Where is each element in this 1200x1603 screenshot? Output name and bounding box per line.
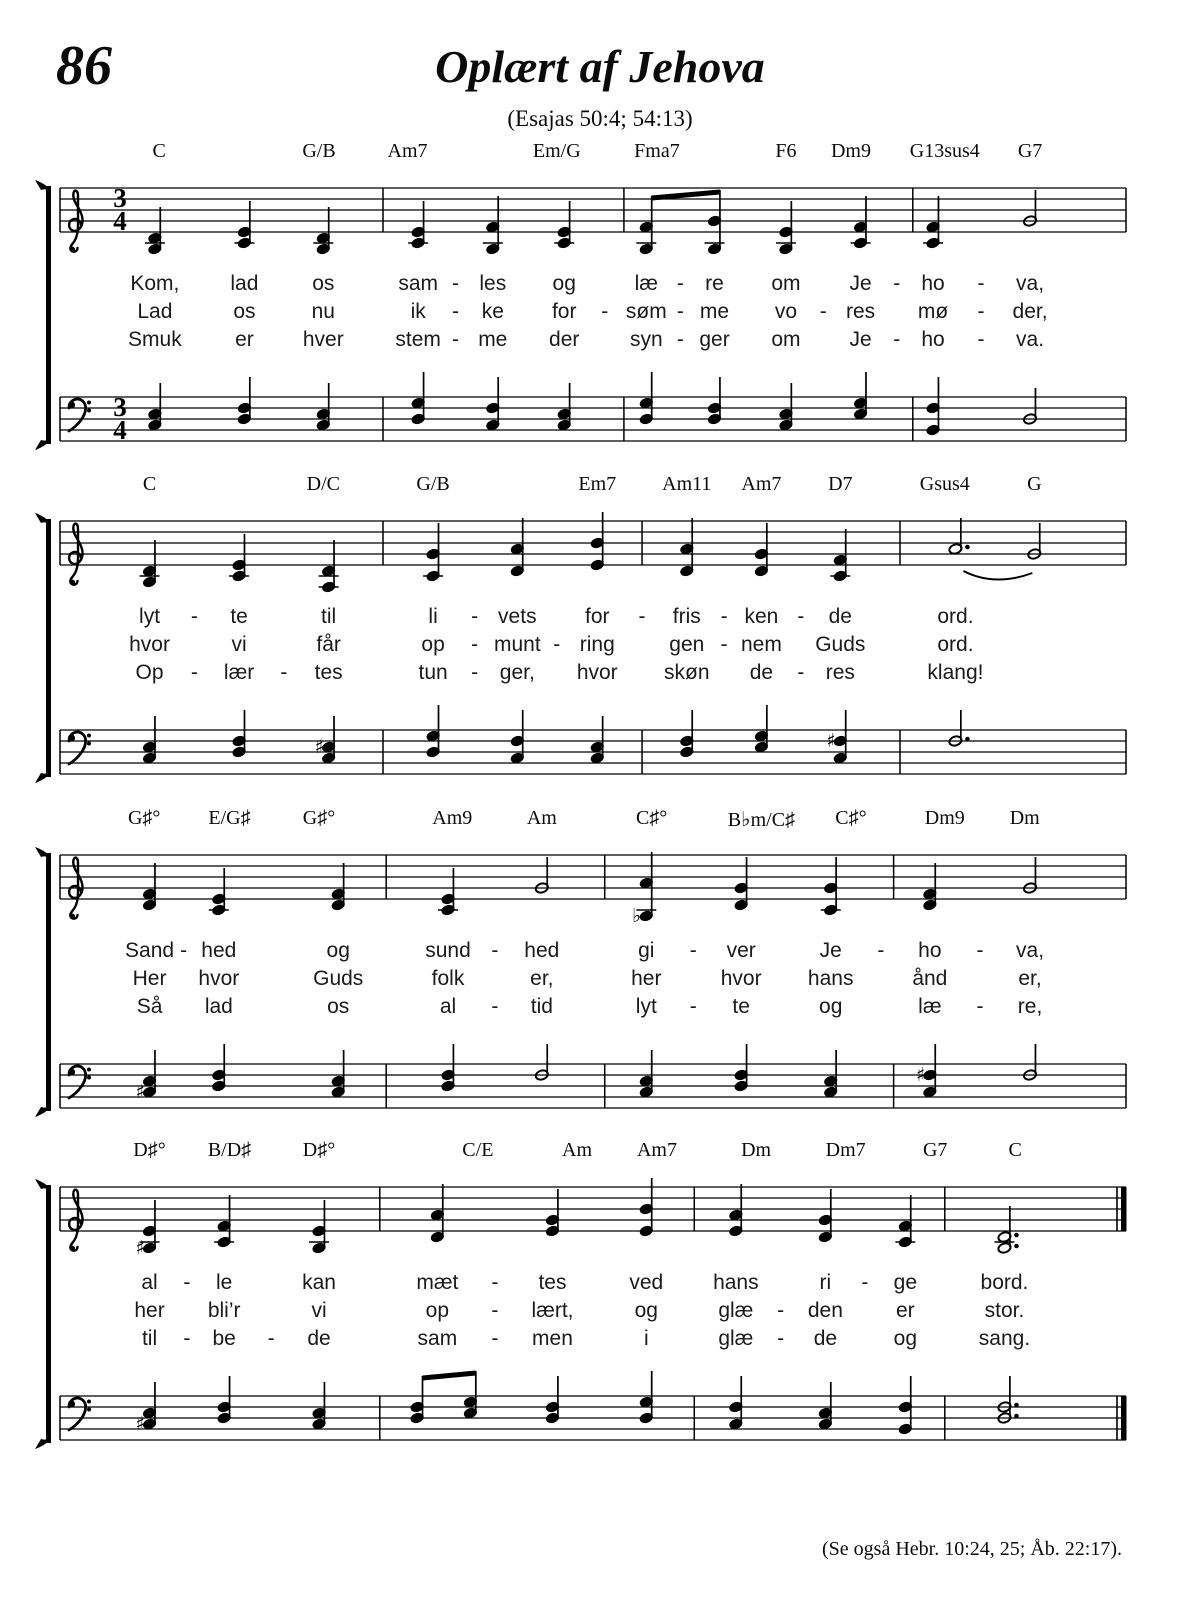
lyric-syllable: tid xyxy=(530,995,553,1018)
lyric-syllable: vets xyxy=(498,605,537,628)
lyric-hyphen: - xyxy=(977,300,985,323)
chord-symbol: Am11 xyxy=(662,473,712,495)
lyric-syllable: og xyxy=(552,272,576,295)
treble-staff xyxy=(54,825,1134,937)
chord-symbol: C/E xyxy=(462,1139,494,1161)
lyric-syllable: til xyxy=(321,605,337,628)
system-2 xyxy=(0,473,1200,808)
chord-symbol: B♭m/C♯ xyxy=(727,809,796,831)
lyric-syllable: læ xyxy=(634,272,658,295)
lyric-syllable: res xyxy=(825,661,855,684)
lyric-syllable: lad xyxy=(204,995,233,1018)
lyric-hyphen: - xyxy=(601,300,609,323)
system-4 xyxy=(0,1139,1200,1474)
chord-symbol: Dm xyxy=(1009,807,1040,829)
chord-symbol: Dm7 xyxy=(825,1139,866,1161)
lyric-hyphen: - xyxy=(491,1271,499,1294)
lyric-hyphen: - xyxy=(976,939,984,962)
lyric-syllable: bord. xyxy=(980,1271,1029,1294)
lyric-hyphen: - xyxy=(267,1327,275,1350)
lyric-syllable: for xyxy=(551,300,577,323)
lyric-syllable: sang. xyxy=(978,1327,1031,1350)
lyric-syllable: hed xyxy=(201,939,237,962)
time-signature-numerator: 3 xyxy=(113,183,127,213)
augmentation-dot xyxy=(1014,1233,1019,1238)
lyric-hyphen: - xyxy=(720,633,728,656)
lyric-syllable: ke xyxy=(481,300,504,323)
lyric-hyphen: - xyxy=(451,300,459,323)
lyric-syllable: om xyxy=(771,272,801,295)
lyric-syllable: stor. xyxy=(984,1299,1025,1322)
lyric-syllable: os xyxy=(312,272,335,295)
lyric-syllable: tun xyxy=(418,661,448,684)
lyric-hyphen: - xyxy=(676,300,684,323)
sharp-accidental: ♯ xyxy=(826,730,836,752)
lyric-syllable: er, xyxy=(530,967,554,990)
lyric-syllable: va, xyxy=(1016,939,1045,962)
chord-symbol: G xyxy=(1027,473,1042,495)
flat-accidental: ♭ xyxy=(632,905,642,927)
song-title: Oplært af Jehova xyxy=(435,41,765,92)
lyric-syllable: til xyxy=(141,1327,158,1350)
lyric-syllable: va, xyxy=(1016,272,1045,295)
lyric-syllable: den xyxy=(807,1299,843,1322)
footer-scripture-reference: (Se også Hebr. 10:24, 25; Åb. 22:17). xyxy=(822,1538,1122,1560)
lyric-hyphen: - xyxy=(777,1327,785,1350)
chord-symbol: G♯° xyxy=(302,807,336,829)
chord-symbol: G/B xyxy=(302,140,336,162)
lyric-syllable: Kom, xyxy=(130,272,180,295)
lyric-hyphen: - xyxy=(689,939,697,962)
lyric-syllable: lær xyxy=(223,661,255,684)
lyric-syllable: sam xyxy=(417,1327,458,1350)
chord-symbol: G13sus4 xyxy=(909,140,980,162)
lyric-hyphen: - xyxy=(797,605,805,628)
lyric-hyphen: - xyxy=(183,1327,191,1350)
lyric-syllable: her xyxy=(631,967,662,990)
lyric-syllable: sam xyxy=(398,272,439,295)
lyric-syllable: lært, xyxy=(531,1299,574,1322)
lyric-syllable: Sand xyxy=(125,939,175,962)
lyric-syllable: og xyxy=(893,1327,918,1350)
chord-symbol: Am9 xyxy=(432,807,473,829)
chord-symbol: Dm xyxy=(741,1139,772,1161)
chord-symbol: Am7 xyxy=(636,1139,677,1161)
lyric-syllable: op xyxy=(421,633,445,656)
lyric-syllable: hans xyxy=(807,967,854,990)
lyric-syllable: glæ xyxy=(718,1327,754,1350)
lyric-syllable: vi xyxy=(231,633,247,656)
time-signature-denominator: 4 xyxy=(113,206,127,236)
lyric-hyphen: - xyxy=(471,605,479,628)
lyric-syllable: ring xyxy=(579,633,615,656)
lyric-syllable: Så xyxy=(136,995,163,1018)
lyric-syllable: ver xyxy=(726,939,756,962)
lyric-syllable: i xyxy=(643,1327,649,1350)
lyric-hyphen: - xyxy=(893,328,901,351)
lyric-syllable: les xyxy=(479,272,507,295)
lyric-syllable: hvor xyxy=(576,661,618,684)
chord-symbol: C xyxy=(1008,1139,1022,1161)
system-3 xyxy=(0,807,1200,1142)
lyric-syllable: te xyxy=(732,995,750,1018)
lyric-syllable: me xyxy=(699,300,730,323)
chord-symbol: C♯° xyxy=(835,807,867,829)
lyric-syllable: der, xyxy=(1012,300,1048,323)
sharp-accidental: ♯ xyxy=(135,1413,145,1435)
tie xyxy=(963,571,1032,580)
chord-symbol: C xyxy=(142,473,157,495)
lyric-hyphen: - xyxy=(451,328,459,351)
lyric-syllable: folk xyxy=(431,967,465,990)
sharp-accidental: ♯ xyxy=(135,1237,145,1259)
lyric-syllable: hvor xyxy=(129,633,170,656)
lyric-syllable: ord. xyxy=(937,633,974,656)
augmentation-dot xyxy=(1014,1403,1019,1408)
system-1 xyxy=(0,140,1200,475)
augmentation-dot xyxy=(1014,1244,1019,1249)
lyric-syllable: Lad xyxy=(137,300,173,323)
lyric-syllable: al xyxy=(141,1271,158,1294)
lyric-syllable: får xyxy=(316,633,341,656)
sharp-accidental: ♯ xyxy=(314,736,324,758)
chord-symbol: G7 xyxy=(1017,140,1043,162)
bass-clef-icon xyxy=(68,1066,91,1098)
lyric-syllable: ho xyxy=(921,328,945,351)
lyric-hyphen: - xyxy=(491,995,499,1018)
lyric-syllable: og xyxy=(634,1299,658,1322)
lyric-hyphen: - xyxy=(491,939,499,962)
lyric-syllable: søm xyxy=(625,300,667,323)
chord-symbol: Dm9 xyxy=(924,807,965,829)
lyric-syllable: be xyxy=(212,1327,236,1350)
lyric-syllable: ger, xyxy=(499,661,535,684)
chord-symbol: Am7 xyxy=(387,140,428,162)
lyric-syllable: Guds xyxy=(815,633,866,656)
lyric-hyphen: - xyxy=(893,272,901,295)
lyric-syllable: Je xyxy=(819,939,842,962)
lyric-syllable: tes xyxy=(314,661,343,684)
lyric-syllable: klang! xyxy=(927,661,984,684)
lyric-syllable: lad xyxy=(230,272,259,295)
lyric-hyphen: - xyxy=(280,661,288,684)
lyric-syllable: de xyxy=(813,1327,838,1350)
lyric-syllable: fris xyxy=(672,605,701,628)
lyric-syllable: Guds xyxy=(313,967,364,990)
lyric-hyphen: - xyxy=(180,939,188,962)
augmentation-dot xyxy=(965,545,970,550)
augmentation-dot xyxy=(965,737,970,742)
lyric-syllable: ho xyxy=(921,272,945,295)
lyric-hyphen: - xyxy=(471,633,479,656)
lyric-syllable: er xyxy=(235,328,254,351)
treble-staff xyxy=(54,1157,1134,1269)
lyric-syllable: ge xyxy=(893,1271,918,1294)
lyric-syllable: ken xyxy=(744,605,779,628)
chord-symbol: Am xyxy=(562,1139,592,1161)
lyric-hyphen: - xyxy=(976,995,984,1018)
lyric-hyphen: - xyxy=(819,300,827,323)
lyric-syllable: tes xyxy=(538,1271,567,1294)
chord-symbol: F6 xyxy=(775,140,797,162)
lyric-syllable: hvor xyxy=(198,967,240,990)
lyric-syllable: Her xyxy=(132,967,167,990)
chord-symbol: B/D♯ xyxy=(207,1139,252,1161)
chord-symbol: Am7 xyxy=(741,473,782,495)
chord-symbol: Fma7 xyxy=(634,140,680,162)
lyric-syllable: gen xyxy=(669,633,705,656)
lyric-hyphen: - xyxy=(797,661,805,684)
lyric-syllable: nem xyxy=(740,633,782,656)
lyric-syllable: de xyxy=(749,661,774,684)
lyric-syllable: de xyxy=(828,605,852,628)
lyric-syllable: te xyxy=(230,605,248,628)
lyric-syllable: glæ xyxy=(718,1299,754,1322)
lyric-syllable: li xyxy=(428,605,438,628)
bass-clef-icon xyxy=(68,1398,91,1430)
lyric-syllable: for xyxy=(584,605,610,628)
lyric-syllable: ho xyxy=(918,939,942,962)
chord-symbol: D7 xyxy=(828,473,853,495)
chord-symbol: E/G♯ xyxy=(208,807,251,829)
lyric-hyphen: - xyxy=(977,328,985,351)
lyric-hyphen: - xyxy=(777,1299,785,1322)
lyric-syllable: ri xyxy=(819,1271,832,1294)
lyric-syllable: men xyxy=(532,1327,573,1350)
lyric-hyphen: - xyxy=(676,272,684,295)
lyric-syllable: ved xyxy=(629,1271,664,1294)
lyric-syllable: her xyxy=(134,1299,165,1322)
chord-symbol: Am xyxy=(526,807,557,829)
lyric-syllable: ånd xyxy=(912,967,948,990)
bass-staff xyxy=(54,695,1134,807)
lyric-hyphen: - xyxy=(638,605,646,628)
chord-symbol: D♯° xyxy=(133,1139,166,1161)
lyric-syllable: res xyxy=(845,300,876,323)
lyric-syllable: Je xyxy=(849,328,872,351)
lyric-syllable: kan xyxy=(302,1271,336,1294)
bass-clef-icon xyxy=(68,399,91,431)
chord-symbol: Em7 xyxy=(578,473,617,495)
lyric-syllable: og xyxy=(326,939,350,962)
lyric-syllable: ger xyxy=(699,328,730,351)
lyric-hyphen: - xyxy=(689,995,697,1018)
lyric-hyphen: - xyxy=(720,605,728,628)
lyric-syllable: va. xyxy=(1016,328,1045,351)
bass-staff xyxy=(54,1361,1134,1473)
chord-symbol: Dm9 xyxy=(830,140,871,162)
lyric-syllable: lyt xyxy=(635,995,657,1018)
scripture-reference: (Esajas 50:4; 54:13) xyxy=(507,106,693,131)
lyric-hyphen: - xyxy=(451,272,459,295)
lyric-syllable: der xyxy=(549,328,580,351)
lyric-syllable: gi xyxy=(638,939,655,962)
lyric-syllable: op xyxy=(425,1299,450,1322)
chord-symbol: Gsus4 xyxy=(919,473,970,495)
chord-symbol: G/B xyxy=(416,473,450,495)
beam xyxy=(652,192,720,198)
sharp-accidental: ♯ xyxy=(915,1064,926,1086)
lyric-syllable: hed xyxy=(524,939,560,962)
time-signature-numerator: 3 xyxy=(113,392,127,422)
lyric-syllable: munt xyxy=(493,633,541,656)
lyric-syllable: os xyxy=(233,300,256,323)
treble-staff xyxy=(54,158,1134,270)
beam xyxy=(423,1373,476,1378)
lyric-hyphen: - xyxy=(553,633,561,656)
lyric-hyphen: - xyxy=(977,272,985,295)
lyric-hyphen: - xyxy=(471,661,479,684)
lyric-syllable: bli’r xyxy=(207,1299,241,1322)
lyric-syllable: lyt xyxy=(139,605,161,628)
lyric-hyphen: - xyxy=(491,1327,499,1350)
time-signature-denominator: 4 xyxy=(113,415,127,445)
lyric-syllable: skøn xyxy=(664,661,710,684)
lyric-syllable: nu xyxy=(311,300,335,323)
bass-staff xyxy=(54,1029,1134,1141)
lyric-syllable: me xyxy=(478,328,508,351)
chord-symbol: C xyxy=(152,140,166,162)
augmentation-dot xyxy=(1014,1414,1019,1419)
lyric-syllable: Je xyxy=(849,272,872,295)
song-number: 86 xyxy=(56,35,112,97)
lyric-syllable: sund xyxy=(425,939,471,962)
sharp-accidental: ♯ xyxy=(135,1081,145,1103)
lyric-hyphen: - xyxy=(877,939,885,962)
lyric-syllable: re xyxy=(705,272,724,295)
lyric-syllable: er xyxy=(895,1299,915,1322)
lyric-syllable: syn xyxy=(629,328,663,351)
lyric-hyphen: - xyxy=(183,1271,191,1294)
bass-clef-icon xyxy=(68,732,91,764)
lyric-syllable: Op xyxy=(135,661,164,684)
chord-symbol: D♯° xyxy=(302,1139,336,1161)
lyric-hyphen: - xyxy=(491,1299,499,1322)
lyric-syllable: vi xyxy=(311,1299,327,1322)
lyric-syllable: stem xyxy=(395,328,441,351)
lyric-syllable: ord. xyxy=(937,605,974,628)
lyric-syllable: le xyxy=(215,1271,233,1294)
lyric-syllable: hvor xyxy=(720,967,762,990)
lyric-syllable: hver xyxy=(302,328,344,351)
lyric-hyphen: - xyxy=(676,328,684,351)
lyric-syllable: læ xyxy=(918,995,942,1018)
lyric-hyphen: - xyxy=(190,661,198,684)
lyric-hyphen: - xyxy=(861,1271,869,1294)
lyric-hyphen: - xyxy=(190,605,198,628)
lyric-syllable: os xyxy=(327,995,350,1018)
chord-symbol: G♯° xyxy=(127,807,161,829)
lyric-syllable: de xyxy=(307,1327,331,1350)
chord-symbol: G7 xyxy=(922,1139,948,1161)
lyric-syllable: og xyxy=(819,995,843,1018)
lyric-syllable: mø xyxy=(917,300,949,323)
bass-staff xyxy=(54,362,1134,474)
lyric-syllable: re, xyxy=(1017,995,1043,1018)
lyric-syllable: Smuk xyxy=(128,328,182,351)
lyric-syllable: vo xyxy=(774,300,798,323)
chord-symbol: Em/G xyxy=(532,140,581,162)
lyric-syllable: al xyxy=(439,995,457,1018)
lyric-syllable: om xyxy=(771,328,801,351)
lyric-syllable: er, xyxy=(1018,967,1042,990)
lyric-syllable: hans xyxy=(713,1271,759,1294)
lyric-syllable: mæt xyxy=(416,1271,459,1294)
chord-symbol: D/C xyxy=(306,473,340,495)
lyric-syllable: ik xyxy=(410,300,426,323)
chord-symbol: C♯° xyxy=(635,807,668,829)
treble-staff xyxy=(54,491,1134,603)
